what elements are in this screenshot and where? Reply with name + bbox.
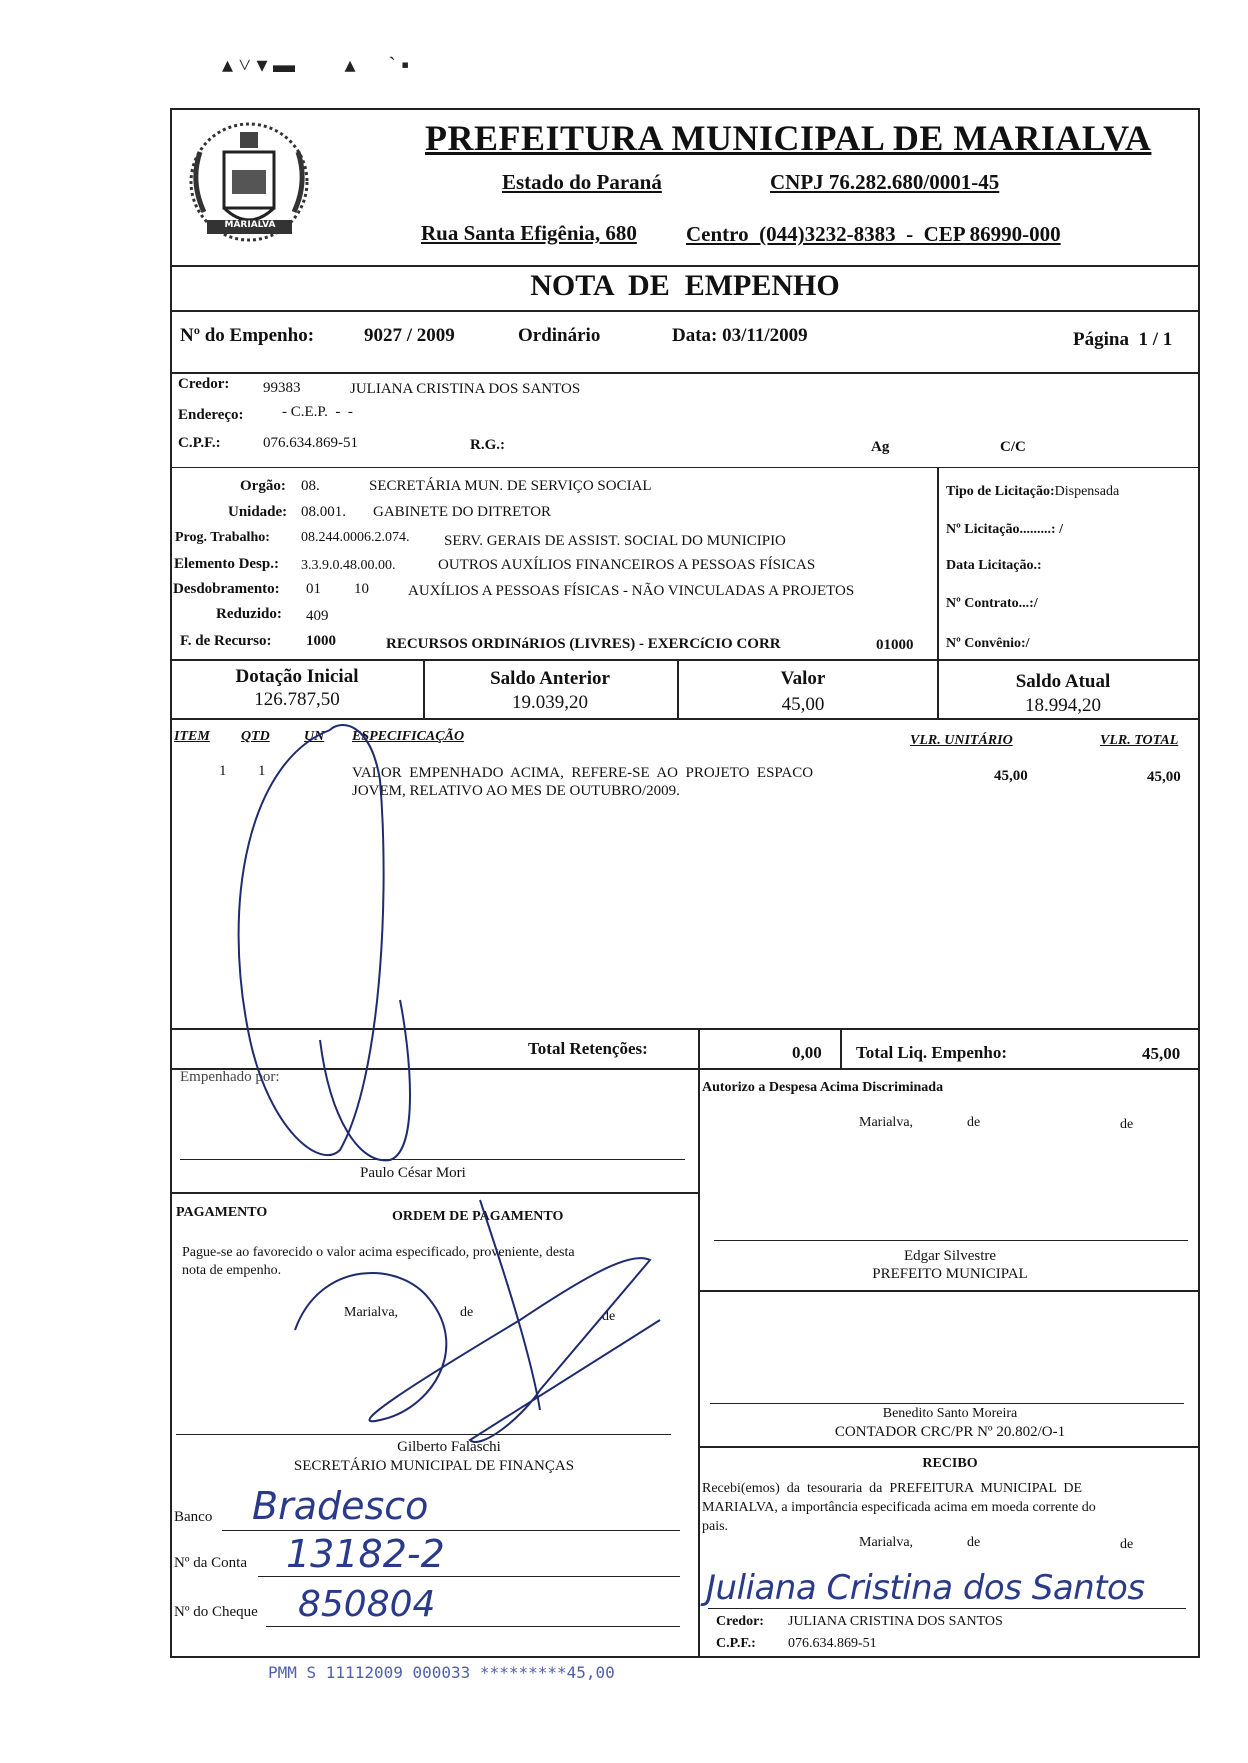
col-especificacao: ESPECIFICAÇÃO bbox=[352, 729, 465, 744]
empenho-type: Ordinário bbox=[518, 325, 601, 346]
recibo-signature[interactable]: Juliana Cristina dos Santos bbox=[706, 1568, 1145, 1608]
item-desc-2: JOVEM, RELATIVO AO MES DE OUTUBRO/2009. bbox=[352, 783, 680, 799]
credor-name: JULIANA CRISTINA DOS SANTOS bbox=[350, 381, 581, 397]
reduzido-label: Reduzido: bbox=[216, 606, 282, 622]
orgao-label: Orgão: bbox=[240, 478, 286, 494]
col-vlr-unitario: VLR. UNITÁRIO bbox=[910, 733, 1013, 748]
rg-label: R.G.: bbox=[470, 437, 505, 453]
crest-text: MARIALVA bbox=[224, 220, 276, 230]
atual-value: 18.994,20 bbox=[1025, 695, 1101, 716]
banco-label: Banco bbox=[174, 1509, 213, 1525]
valor-label: Valor bbox=[780, 668, 826, 689]
desdob-name: AUXÍLIOS A PESSOAS FÍSICAS - NÃO VINCULADAS A PROJETOS bbox=[408, 583, 855, 599]
pagamento-signer-role: SECRETÁRIO MUNICIPAL DE FINANÇAS bbox=[293, 1458, 575, 1474]
prog-name: SERV. GERAIS DE ASSIST. SOCIAL DO MUNICIPIO bbox=[444, 533, 786, 549]
empenhado-name: Paulo César Mori bbox=[360, 1165, 466, 1181]
dotacao-label: Dotação Inicial bbox=[235, 666, 359, 687]
recurso-code: 1000 bbox=[306, 633, 336, 649]
recibo-de-2: de bbox=[1120, 1537, 1134, 1552]
licitacao-numero: Nº Licitação.........: / bbox=[946, 522, 1063, 537]
col-item: ITEM bbox=[174, 729, 210, 744]
empenho-number: 9027 / 2009 bbox=[364, 325, 455, 346]
reduzido-value: 409 bbox=[306, 608, 329, 624]
payment-stamp: PMM S 11112009 000033 *********45,00 bbox=[268, 1663, 615, 1682]
pagamento-signer: Gilberto Falaschi bbox=[397, 1439, 501, 1455]
contador-role: CONTADOR CRC/PR Nº 20.802/O-1 bbox=[834, 1424, 1066, 1440]
pagamento-text-1: Pague-se ao favorecido o valor acima especificado, proveniente, desta bbox=[182, 1245, 575, 1260]
recibo-text-1: Recebi(emos) da tesouraria da PREFEITURA MUNICIPAL DE bbox=[702, 1481, 1083, 1496]
retencoes-label: Total Retenções: bbox=[528, 1039, 648, 1058]
unidade-name: GABINETE DO DITRETOR bbox=[373, 504, 552, 520]
autorizo-de-2: de bbox=[1120, 1117, 1134, 1132]
prog-label: Prog. Trabalho: bbox=[175, 530, 270, 545]
elem-label: Elemento Desp.: bbox=[174, 556, 279, 572]
recibo-title: RECIBO bbox=[922, 1456, 978, 1471]
desdob-label: Desdobramento: bbox=[173, 581, 280, 597]
credor-code: 99383 bbox=[263, 380, 301, 396]
recibo-de-1: de bbox=[967, 1535, 981, 1550]
elem-name: OUTROS AUXÍLIOS FINANCEIROS A PESSOAS FÍSICAS bbox=[438, 557, 816, 573]
convenio: Nº Convênio:/ bbox=[946, 636, 1030, 651]
district-phone-cep: Centro (044)3232-8383 - CEP 86990-000 bbox=[686, 222, 1061, 246]
item-number: 1 bbox=[219, 763, 227, 779]
unidade-label: Unidade: bbox=[228, 504, 288, 520]
liquido-label: Total Liq. Empenho: bbox=[856, 1043, 1007, 1062]
cheque-value[interactable]: 850804 bbox=[298, 1584, 436, 1625]
dotacao-value: 126.787,50 bbox=[254, 689, 340, 710]
pagamento-label: PAGAMENTO bbox=[176, 1205, 268, 1220]
item-unit: 45,00 bbox=[994, 768, 1028, 784]
scan-marks: ▴ ˅ ▾ ▬ ▴ ˋ ▪ bbox=[222, 52, 410, 77]
recibo-credor-label: Credor: bbox=[716, 1614, 764, 1629]
cc-label: C/C bbox=[1000, 439, 1026, 455]
pagamento-place: Marialva, bbox=[344, 1305, 399, 1320]
anterior-label: Saldo Anterior bbox=[490, 668, 610, 689]
recibo-cpf: 076.634.869-51 bbox=[788, 1636, 877, 1651]
recibo-credor-name: JULIANA CRISTINA DOS SANTOS bbox=[788, 1614, 1003, 1629]
cpf-label: C.P.F.: bbox=[178, 435, 221, 451]
signature-loop-large bbox=[239, 725, 384, 1155]
street-address: Rua Santa Efigênia, 680 bbox=[421, 221, 637, 245]
orgao-name: SECRETÁRIA MUN. DE SERVIÇO SOCIAL bbox=[369, 478, 652, 494]
prog-code: 08.244.0006.2.074. bbox=[301, 530, 410, 545]
autorizo-title: Autorizo a Despesa Acima Discriminada bbox=[702, 1080, 944, 1095]
pagamento-de-2: de bbox=[602, 1309, 616, 1324]
autorizo-signer: Edgar Silvestre bbox=[903, 1248, 997, 1264]
page-title: PREFEITURA MUNICIPAL DE MARIALVA bbox=[425, 118, 1152, 158]
recurso-name: RECURSOS ORDINáRIOS (LIVRES) - EXERCíCIO CORR bbox=[386, 636, 781, 652]
recibo-cpf-label: C.P.F.: bbox=[716, 1636, 756, 1651]
banco-value[interactable]: Bradesco bbox=[252, 1484, 429, 1528]
state-name: Estado do Paraná bbox=[502, 170, 662, 194]
contrato: Nº Contrato...:/ bbox=[946, 596, 1038, 611]
valor-value: 45,00 bbox=[781, 694, 825, 715]
ordem-pagamento: ORDEM DE PAGAMENTO bbox=[392, 1209, 564, 1224]
recurso-label: F. de Recurso: bbox=[180, 633, 272, 649]
col-vlr-total: VLR. TOTAL bbox=[1100, 733, 1179, 748]
item-total: 45,00 bbox=[1147, 769, 1181, 785]
liquido-value: 45,00 bbox=[1142, 1044, 1181, 1063]
licitacao-tipo: Tipo de Licitação:Dispensada bbox=[946, 484, 1120, 499]
unidade-code: 08.001. bbox=[301, 504, 346, 520]
pagamento-de-1: de bbox=[460, 1305, 474, 1320]
empenhado-label: Empenhado por: bbox=[180, 1069, 280, 1085]
item-desc-1: VALOR EMPENHADO ACIMA, REFERE-SE AO PROJETO ESPACO bbox=[352, 765, 814, 781]
conta-label: Nº da Conta bbox=[174, 1555, 247, 1571]
empenho-date: Data: 03/11/2009 bbox=[672, 325, 808, 346]
col-un: UN bbox=[304, 729, 325, 744]
cpf-value: 076.634.869-51 bbox=[263, 435, 358, 451]
recibo-place: Marialva, bbox=[859, 1535, 914, 1550]
item-qtd: 1 bbox=[258, 763, 266, 779]
autorizo-signer-role: PREFEITO MUNICIPAL bbox=[872, 1266, 1028, 1282]
autorizo-de-1: de bbox=[967, 1115, 981, 1130]
retencoes-value: 0,00 bbox=[792, 1043, 822, 1062]
ag-label: Ag bbox=[871, 439, 890, 455]
recibo-text-2: MARIALVA, a importância especificada acima em moeda corrente do bbox=[702, 1500, 1096, 1515]
orgao-code: 08. bbox=[301, 478, 320, 494]
licitacao-data: Data Licitação.: bbox=[946, 558, 1042, 573]
desdob-b: 10 bbox=[354, 581, 369, 597]
recurso-num: 01000 bbox=[876, 637, 914, 653]
contador-name: Benedito Santo Moreira bbox=[882, 1406, 1018, 1421]
endereco-value: - C.E.P. - - bbox=[282, 404, 353, 420]
recibo-text-3: pais. bbox=[702, 1519, 729, 1534]
conta-value[interactable]: 13182-2 bbox=[286, 1532, 445, 1576]
doc-title: NOTA DE EMPENHO bbox=[530, 269, 840, 302]
desdob-a: 01 bbox=[306, 581, 321, 597]
cnpj: CNPJ 76.282.680/0001-45 bbox=[770, 170, 1000, 194]
pagamento-text-2: nota de empenho. bbox=[182, 1263, 282, 1278]
endereco-label: Endereço: bbox=[178, 407, 244, 423]
credor-label: Credor: bbox=[178, 376, 230, 392]
page-count: Página 1 / 1 bbox=[1073, 329, 1173, 350]
col-qtd: QTD bbox=[241, 729, 270, 744]
atual-label: Saldo Atual bbox=[1015, 671, 1111, 692]
autorizo-place: Marialva, bbox=[859, 1115, 914, 1130]
signature-tail bbox=[480, 1200, 540, 1410]
anterior-value: 19.039,20 bbox=[512, 692, 588, 713]
elem-code: 3.3.9.0.48.00.00. bbox=[301, 558, 396, 573]
cheque-label: Nº do Cheque bbox=[174, 1604, 258, 1620]
empenho-label: Nº do Empenho: bbox=[180, 325, 315, 346]
signature-flourish bbox=[295, 1258, 660, 1442]
